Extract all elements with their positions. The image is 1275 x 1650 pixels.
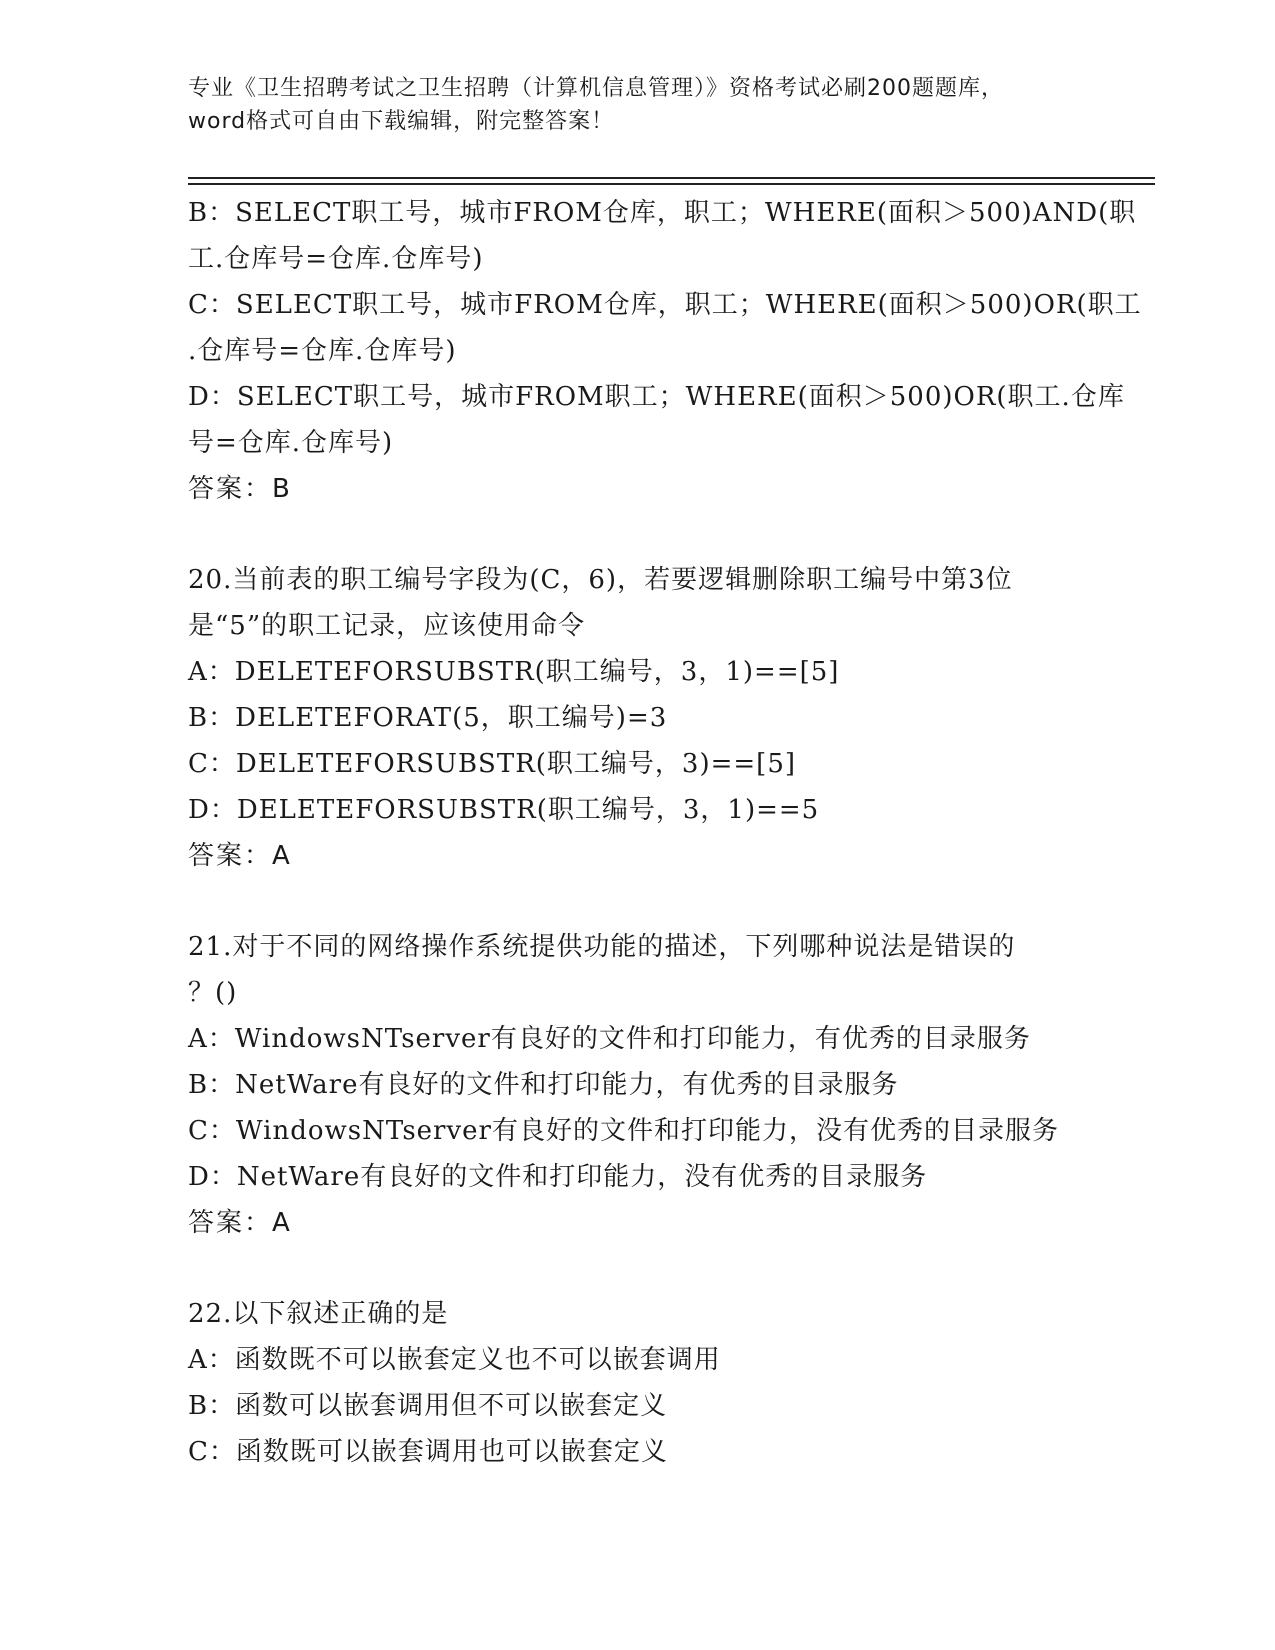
question-stem-line-1: 22.以下叙述正确的是	[188, 1299, 449, 1329]
question-stem-line-1: 21.对于不同的网络操作系统提供功能的描述，下列哪种说法是错误的	[188, 932, 1016, 962]
option-a: A：WindowsNTserver有良好的文件和打印能力，有优秀的目录服务	[188, 1024, 1031, 1054]
option-d-line-1: D：SELECT职工号，城市FROM职工；WHERE(面积＞500)OR(职工.仓库	[188, 382, 1125, 412]
option-a: A：函数既不可以嵌套定义也不可以嵌套调用	[188, 1345, 721, 1375]
document-body	[188, 190, 1142, 1475]
header-title-line-2: word格式可自由下载编辑，附完整答案！	[188, 109, 615, 134]
header-title-line-1: 专业《卫生招聘考试之卫生招聘（计算机信息管理）》资格考试必刷200题题库，	[188, 76, 1004, 101]
option-c-line-1: C：SELECT职工号，城市FROM仓库，职工；WHERE(面积＞500)OR(职工	[188, 290, 1142, 320]
question-22	[188, 1291, 1088, 1475]
option-c: C：WindowsNTserver有良好的文件和打印能力，没有优秀的目录服务	[188, 1116, 1059, 1146]
question-stem-line-2: 是“5”的职工记录，应该使用命令	[188, 611, 586, 641]
option-b: B：DELETEFORAT(5，职工编号)=3	[188, 703, 668, 733]
document-header	[188, 72, 1088, 138]
answer-line: 答案：B	[188, 474, 292, 504]
question-19-continued	[188, 190, 1142, 512]
question-20	[188, 557, 1088, 879]
spacer	[188, 512, 1088, 557]
option-c: C：函数既可以嵌套调用也可以嵌套定义	[188, 1437, 668, 1467]
option-d: D：NetWare有良好的文件和打印能力，没有优秀的目录服务	[188, 1162, 928, 1192]
spacer	[188, 879, 1088, 924]
option-b: B：函数可以嵌套调用但不可以嵌套定义	[188, 1391, 668, 1421]
answer-line: 答案：A	[188, 841, 292, 871]
option-b-line-1: B：SELECT职工号，城市FROM仓库，职工；WHERE(面积＞500)AND(职	[188, 198, 1137, 228]
option-d: D：DELETEFORSUBSTR(职工编号，3，1)==5	[188, 795, 820, 825]
option-a: A：DELETEFORSUBSTR(职工编号，3，1)==[5]	[188, 657, 840, 687]
option-c-line-2: .仓库号=仓库.仓库号)	[188, 336, 457, 366]
header-divider-top	[188, 177, 1155, 179]
question-stem-line-1: 20.当前表的职工编号字段为(C，6)，若要逻辑删除职工编号中第3位	[188, 565, 1013, 595]
spacer	[188, 1246, 1088, 1291]
answer-line: 答案：A	[188, 1208, 292, 1238]
option-b: B：NetWare有良好的文件和打印能力，有优秀的目录服务	[188, 1070, 899, 1100]
header-divider-bottom	[188, 183, 1155, 185]
question-21	[188, 924, 1088, 1246]
option-c: C：DELETEFORSUBSTR(职工编号，3)==[5]	[188, 749, 797, 779]
option-d-line-2: 号=仓库.仓库号)	[188, 428, 394, 458]
option-b-line-2: 工.仓库号=仓库.仓库号)	[188, 244, 484, 274]
question-stem-line-2: ？()	[188, 978, 238, 1008]
